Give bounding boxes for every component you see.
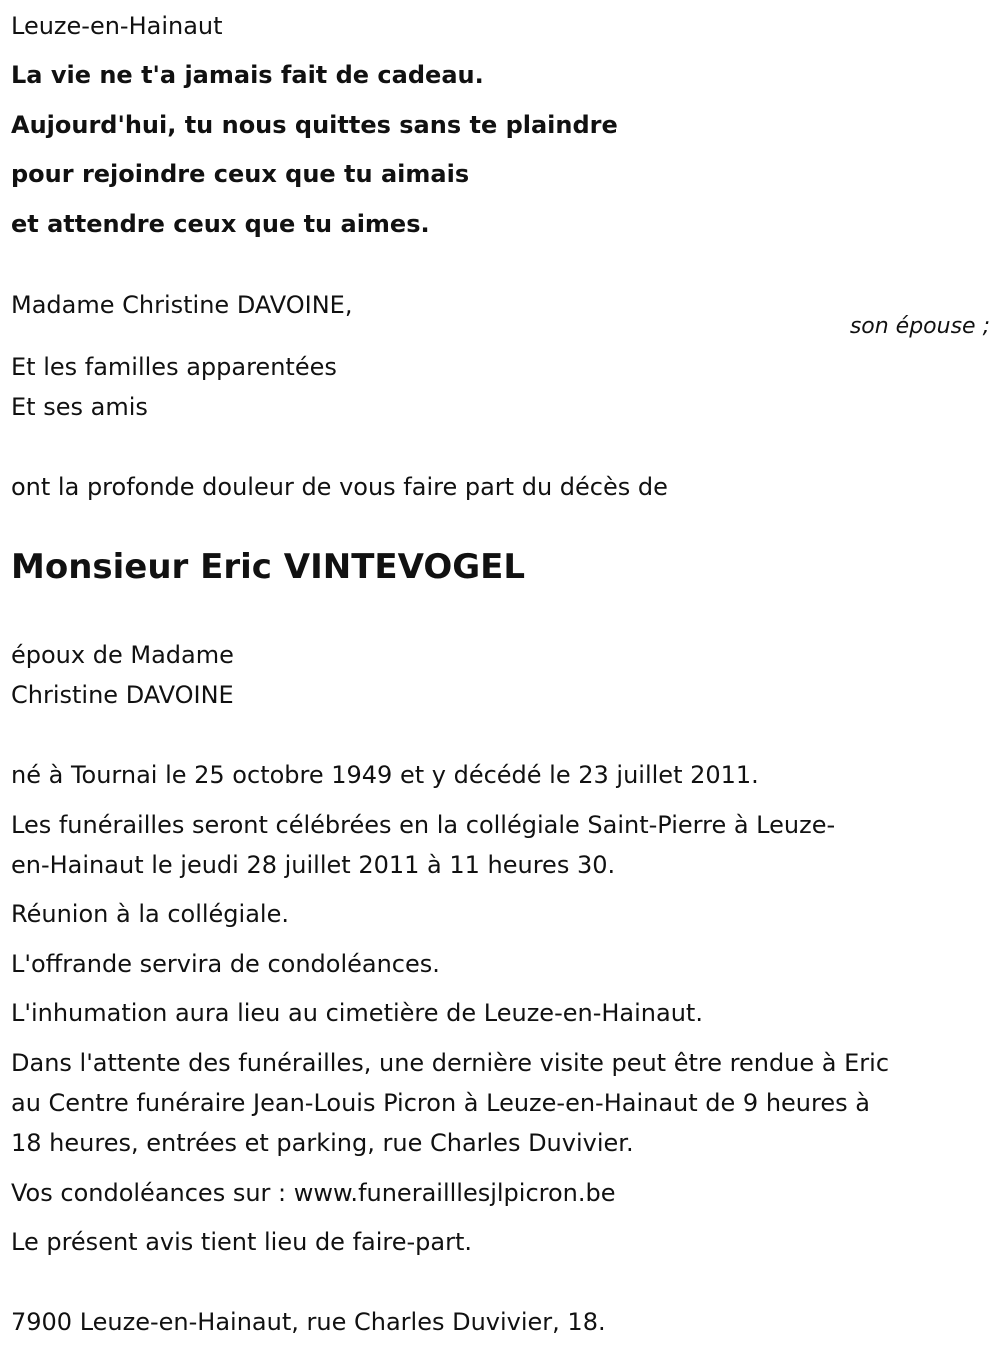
- friends-line: Et ses amis: [11, 393, 148, 421]
- relatives-line: Et les familles apparentées: [11, 353, 337, 381]
- poem-line-2: Aujourd'hui, tu nous quittes sans te plaindre: [11, 111, 618, 139]
- poem-line-4: et attendre ceux que tu aimes.: [11, 210, 430, 238]
- visit-line-1: Dans l'attente des funérailles, une dernière visite peut être rendue à Eric: [11, 1049, 890, 1077]
- visit-line-3: 18 heures, entrées et parking, rue Charles Duvivier.: [11, 1129, 634, 1157]
- burial-line: L'inhumation aura lieu au cimetière de Leuze-en-Hainaut.: [11, 999, 703, 1027]
- meeting-line: Réunion à la collégiale.: [11, 900, 289, 928]
- spouse-of-line-2: Christine DAVOINE: [11, 681, 234, 709]
- spouse-name: Madame Christine DAVOINE,: [11, 291, 353, 319]
- condolences-line: Vos condoléances sur : www.funerailllesjlpicron.be: [11, 1179, 616, 1207]
- spouse-relation: son épouse ;: [849, 314, 990, 339]
- funeral-line-2: en-Hainaut le jeudi 28 juillet 2011 à 11 heures 30.: [11, 851, 616, 879]
- spouse-of-line-1: époux de Madame: [11, 641, 234, 669]
- offering-line: L'offrande servira de condoléances.: [11, 950, 440, 978]
- visit-line-2: au Centre funéraire Jean-Louis Picron à Leuze-en-Hainaut de 9 heures à: [11, 1089, 870, 1117]
- location-header: Leuze-en-Hainaut: [11, 12, 223, 40]
- announcement-text: ont la profonde douleur de vous faire part du décès de: [11, 473, 668, 501]
- notice-line: Le présent avis tient lieu de faire-part.: [11, 1228, 473, 1256]
- poem-line-3: pour rejoindre ceux que tu aimais: [11, 160, 470, 188]
- funeral-line-1: Les funérailles seront célébrées en la collégiale Saint-Pierre à Leuze-: [11, 811, 836, 839]
- address-line: 7900 Leuze-en-Hainaut, rue Charles Duvivier, 18.: [11, 1308, 606, 1336]
- birth-death-line: né à Tournai le 25 octobre 1949 et y décédé le 23 juillet 2011.: [11, 761, 759, 789]
- deceased-name: Monsieur Eric VINTEVOGEL: [11, 547, 526, 587]
- poem-line-1: La vie ne t'a jamais fait de cadeau.: [11, 61, 484, 89]
